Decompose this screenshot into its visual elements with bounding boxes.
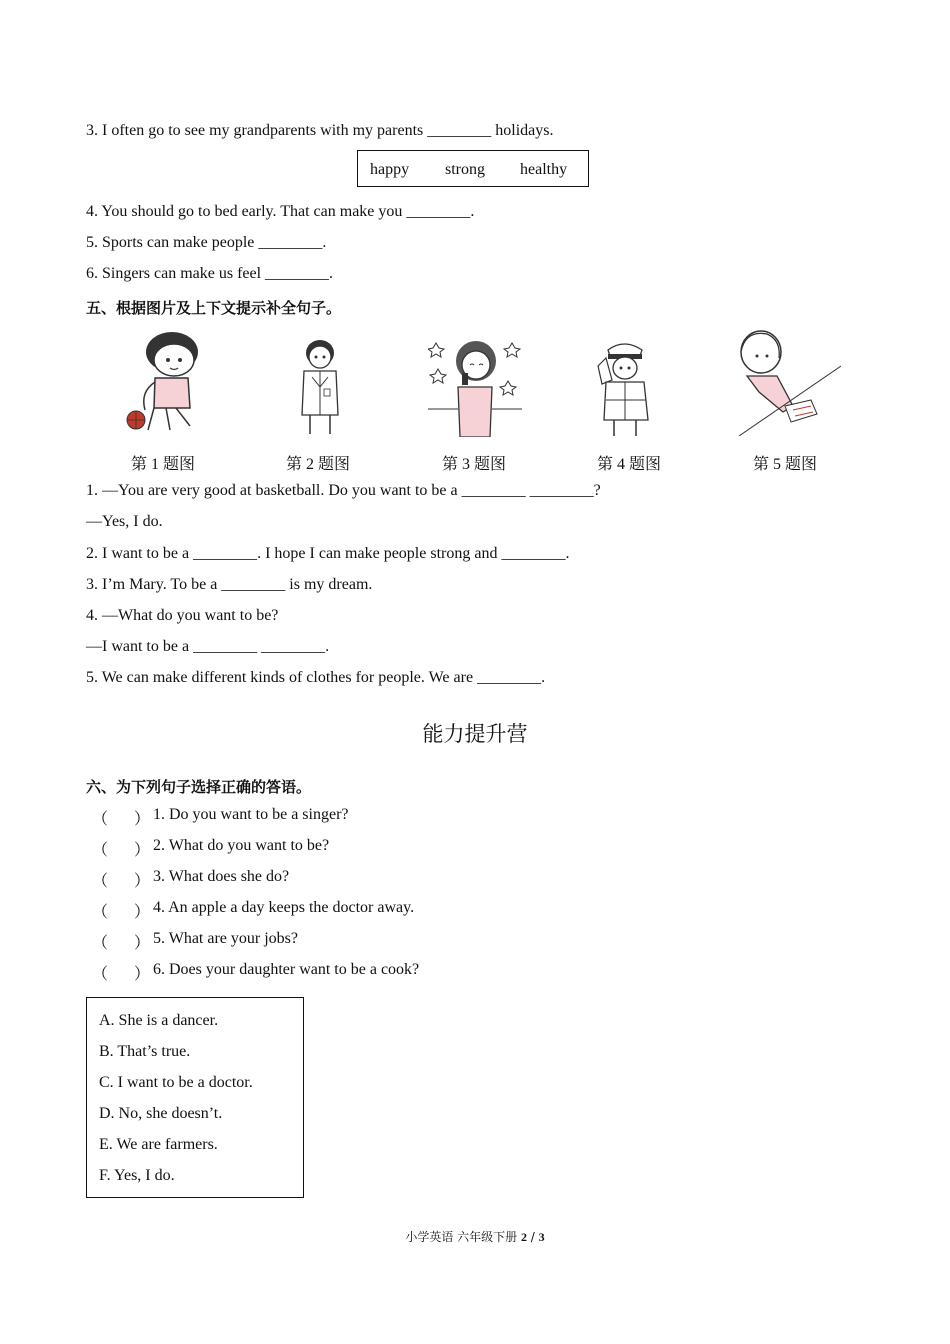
picture-caption: 第 2 题图 (286, 456, 351, 473)
police-officer-icon (590, 338, 660, 438)
doctor-icon (290, 337, 350, 437)
word-bank-item: healthy (520, 161, 568, 178)
question-6-2: 2. What do you want to be? (153, 837, 330, 854)
answer-option: B. That’s true. (99, 1043, 191, 1060)
section-5-heading: 五、根据图片及上下文提示补全句子。 (86, 299, 342, 317)
singer-icon (428, 335, 522, 437)
question-6-6: 6. Does your daughter want to be a cook? (153, 961, 420, 978)
answer-option: A. She is a dancer. (99, 1012, 219, 1029)
question-5-3: 3. I’m Mary. To be a ________ is my dream. (86, 576, 373, 593)
answer-bracket-close: ） (134, 811, 151, 828)
question-4-5: 5. Sports can make people ________. (86, 234, 327, 251)
question-6-4: 4. An apple a day keeps the doctor away. (153, 899, 415, 916)
word-bank-item: strong (445, 161, 485, 178)
picture-caption: 第 1 题图 (131, 456, 196, 473)
section-title: 能力提升营 (422, 722, 528, 746)
page-separator: / (526, 1230, 539, 1244)
answer-bracket-open: （ (92, 935, 109, 952)
answer-bracket-open: （ (92, 842, 109, 859)
answer-bracket-close: ） (134, 873, 151, 890)
question-5-4-prompt: 4. —What do you want to be? (86, 607, 279, 624)
picture-caption: 第 4 题图 (597, 456, 662, 473)
tailor-icon (737, 330, 841, 436)
page-total: 3 (538, 1230, 545, 1244)
question-4-6: 6. Singers can make us feel ________. (86, 265, 334, 282)
answer-bracket-open: （ (92, 811, 109, 828)
answer-bracket-open: （ (92, 873, 109, 890)
word-bank-item: happy (370, 161, 410, 178)
answer-option: C. I want to be a doctor. (99, 1074, 253, 1091)
question-5-1-reply: —Yes, I do. (86, 513, 163, 530)
answer-bracket-open: （ (92, 966, 109, 983)
answer-bracket-close: ） (134, 935, 151, 952)
question-5-5: 5. We can make different kinds of clothes for people. We are ________. (86, 669, 546, 686)
answer-bracket-close: ） (134, 842, 151, 859)
question-4-4: 4. You should go to bed early. That can make you ________. (86, 203, 475, 220)
answer-bracket-close: ） (134, 904, 151, 921)
question-5-1-prompt: 1. —You are very good at basketball. Do you want to be a ________ ________? (86, 482, 601, 499)
question-4-3: 3. I often go to see my grandparents with my parents ________ holidays. (86, 122, 554, 139)
page-number: 2 (520, 1230, 527, 1244)
footer-text: 小学英语 六年级下册 (405, 1230, 521, 1244)
word-bank-box (357, 150, 589, 187)
answer-option: D. No, she doesn’t. (99, 1105, 223, 1122)
page-footer (0, 1228, 950, 1245)
answer-option: F. Yes, I do. (99, 1167, 175, 1184)
question-5-2: 2. I want to be a ________. I hope I can make people strong and ________. (86, 545, 570, 562)
answer-bracket-open: （ (92, 904, 109, 921)
question-6-3: 3. What does she do? (153, 868, 290, 885)
answer-options-box (86, 997, 304, 1198)
picture-caption: 第 3 题图 (442, 456, 507, 473)
question-5-4-reply: —I want to be a ________ ________. (86, 638, 330, 655)
section-6-heading: 六、为下列句子选择正确的答语。 (86, 778, 312, 796)
question-6-5: 5. What are your jobs? (153, 930, 298, 947)
answer-option: E. We are farmers. (99, 1136, 218, 1153)
basketball-player-icon (110, 330, 220, 435)
picture-caption: 第 5 题图 (753, 456, 818, 473)
question-6-1: 1. Do you want to be a singer? (153, 806, 349, 823)
answer-bracket-close: ） (134, 966, 151, 983)
